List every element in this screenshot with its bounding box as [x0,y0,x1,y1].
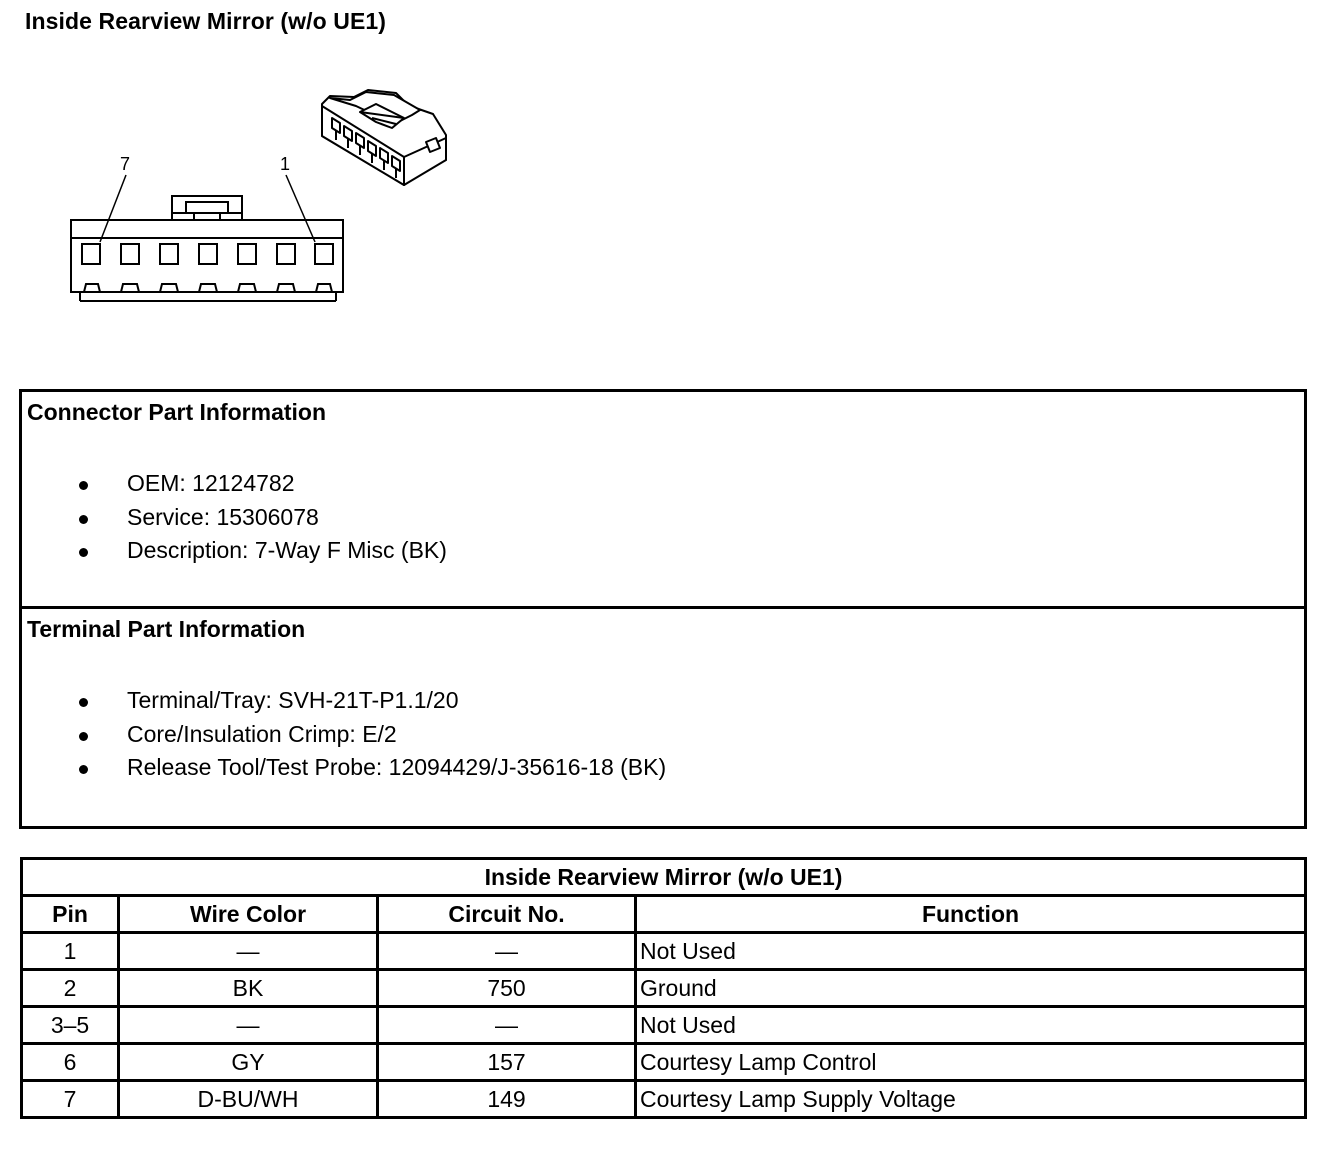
wire-color-cell: D-BU/WH [119,1081,378,1118]
pin-cavities [82,244,333,264]
pin-7-label: 7 [120,154,131,174]
wire-color-cell: BK [119,970,378,1007]
bullet-icon [79,698,88,707]
pin-cell: 2 [22,970,119,1007]
circuit-cell: — [378,1007,636,1044]
pin-cavity [315,244,333,264]
circuit-cell: 157 [378,1044,636,1081]
column-header: Pin [22,896,119,933]
pin-cavity [238,244,256,264]
pin-leader-lines [100,175,315,242]
pin-cell: 6 [22,1044,119,1081]
table-header-row [22,896,1306,933]
circuit-cell: 750 [378,970,636,1007]
column-header: Circuit No. [378,896,636,933]
pin-cavity [277,244,295,264]
circuit-cell: — [378,933,636,970]
pin-cavity [82,244,100,264]
table-row [22,1044,1306,1081]
function-cell: Not Used [636,1007,1306,1044]
pin-cell: 7 [22,1081,119,1118]
section-title: Terminal Part Information [27,616,306,642]
function-cell: Not Used [636,933,1306,970]
bullet-icon [79,481,88,490]
table-caption-row [22,859,1306,896]
table-row [22,933,1306,970]
table-row [22,970,1306,1007]
wire-color-cell: — [119,1007,378,1044]
function-cell: Courtesy Lamp Control [636,1044,1306,1081]
table-row [22,1081,1306,1118]
section-title: Connector Part Information [27,399,327,425]
pin-cavity [199,244,217,264]
table-row [22,1007,1306,1044]
bullet-icon [79,515,88,524]
pin-cell: 1 [22,933,119,970]
circuit-cell: 149 [378,1081,636,1118]
table-caption: Inside Rearview Mirror (w/o UE1) [22,859,1306,896]
connector-diagram [0,0,1344,380]
wire-color-cell: — [119,933,378,970]
function-cell: Courtesy Lamp Supply Voltage [636,1081,1306,1118]
wire-color-cell: GY [119,1044,378,1081]
function-cell: Ground [636,970,1306,1007]
pin-cell: 3–5 [22,1007,119,1044]
connector-isometric-view [322,90,446,185]
connector-part-info: Connector Part Information OEM: 12124782 Service: 15306078 Description: 7-Way F Misc (BK) [22,392,1304,609]
bullet-icon [79,732,88,741]
bullet-icon [79,548,88,557]
bullet-icon [79,765,88,774]
page-title: Inside Rearview Mirror (w/o UE1) [25,8,387,34]
part-information-box [19,389,1307,829]
terminal-part-info: Terminal Part Information Terminal/Tray: SVH-21T-P1.1/20 Core/Insulation Crimp: E/2 Release Tool/Test Probe: 12094429/J-35616-18 (BK) [27,616,667,780]
pin-1-label: 1 [280,154,291,174]
pin-cavity [160,244,178,264]
pin-table [20,857,1307,1119]
pin-cavity [121,244,139,264]
column-header: Function [636,896,1306,933]
column-header: Wire Color [119,896,378,933]
